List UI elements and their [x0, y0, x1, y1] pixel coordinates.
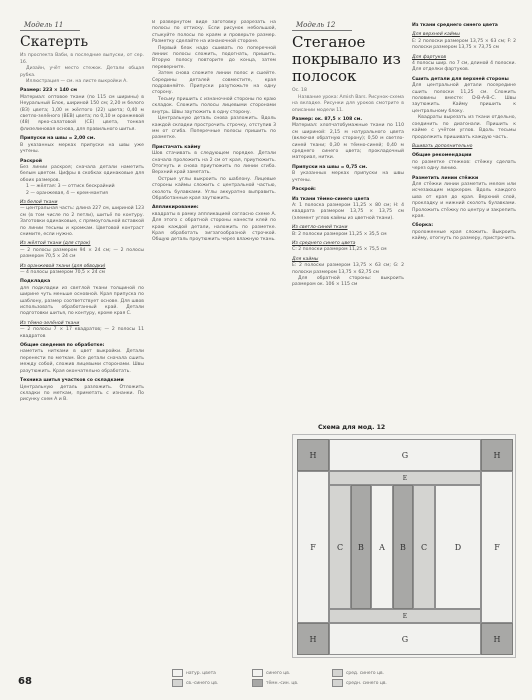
border-right: F [481, 471, 513, 623]
paragraph: Первый блок надо сшивать по поперечной линии: полосы сложить, подогнать, пришить. Вторую полосу повторите до конца, затем переверните. [152, 45, 276, 70]
dark-text: A: 1 полоска размером 11,25 × 80 см; H: 4 квадрата размером 13,75 × 13,75 см (элемент углов каймы из цветной ткани). [292, 202, 404, 221]
summary-heading: Общие сведения по обработке: [20, 343, 105, 349]
corners-text: Квадраты вырезать из ткани отдельно, соединить по диагонали. Пришить к кайме с учётом углов. Вдоль тесьмы продолжить пришивать каждую часть. [412, 115, 516, 140]
page-title-2: Стеганое покрывало из полосок [292, 33, 401, 86]
strip: B [351, 485, 371, 609]
strip: C [329, 485, 351, 609]
swatch [332, 669, 343, 677]
seam-heading: Пристачать кайму [152, 144, 201, 150]
seam-text-2: Острые углы выкроить по шаблону. Лицевые стороны каймы сложить с центральной частью, сколоть булавками. Углы аккуратно выправить. Обработанные края заутюжить. [152, 176, 276, 201]
swatch [332, 679, 343, 687]
legend-item [332, 679, 387, 687]
flaps-heading: Для фартуков [412, 54, 447, 60]
final-heading: Сборка: [412, 223, 434, 229]
applique-text: квадраты в рамку аппликацией согласно схеме A. Для этого с обратной стороны нанести клей по краю каждой детали, наложить по разметке. Края обработать зигзагообразной строчкой. Общую деталь проутюжить через влажную ткань. [152, 211, 276, 243]
yellow-text: — 2 полосы размером 94 × 24 см; — 2 полосы размером 70,5 × 24 см [20, 247, 144, 260]
swatch [252, 679, 263, 687]
mark-text: Для стёжки линии разметить мелом или исчезающим маркером. Вдоль каждого шва от края до края. Верхний слой, прокладку и нижний сколоть булавками. Проложить стёжку по центру и закрепить края. [412, 181, 516, 219]
allowance-text: В указанных мерках припуски на швы учтены. [292, 171, 404, 183]
legend-label: синего цв. [266, 670, 291, 676]
design-text: Название урока: Amish Bars. Рисунок-схема на вкладке. Рисунки для уроков смотрите в описании модели 11. [292, 94, 404, 113]
common-text: по разметке стежков: стёжку сделать через одну линию. [412, 159, 516, 172]
material-text: Материал: оптовое ткани (по 115 см ширины) в Неуральный Блок, шириной 150 см; 2,20 м белого (ВЗ) цвета; 1,00 м жёлтого (22) цвета; 0,40 м светло-зелёного (ВЕВ) цвета; по 0,10 м оранжевой (48) ярко-салатовой (СЕ) цвета, тонкая флизелиновая основа, для правильного шитья. [20, 94, 144, 132]
corner-block-tr: H [481, 439, 513, 471]
corner-block-bl: H [297, 623, 329, 655]
legend-label: сред. синего цв. [346, 670, 384, 676]
sew-text: Для центральной детали посередине сшить полоски 11,25 см. Сложить половины вместе: D-B-A-B-C. Швы заутюжить. Кайму пришить к центральному блоку. [412, 83, 516, 114]
lining-heading: Подкладка [20, 279, 51, 285]
mid-text: C: 2 полоски размером 11,25 × 75,5 см [292, 247, 387, 253]
final-text: проложенные края сложить. Выкроить кайму, отогнуть по размеру, пристрочить. [412, 229, 516, 242]
technique-text: Центральную деталь разложить. Отложить складки по меткам, приметать с изнанки. По рисунку схем A и B. [20, 384, 144, 403]
scheme-title: Схема для мод. 12 [318, 424, 386, 431]
technique-heading: Техника шитья участков со складками [20, 378, 124, 384]
yellow-heading: Из жёлтой ткани (для строк) [20, 241, 91, 247]
divider [292, 30, 352, 31]
page-number: 68 [18, 676, 32, 687]
column-middle [152, 20, 276, 660]
border-top: G [329, 439, 481, 471]
green-heading: Из тёмно-зелёной ткани [20, 320, 80, 326]
orange-heading: Из оранжевой ткани (для обводки) [20, 263, 106, 269]
allowance-heading: Припуски на швы = 0,75 см. [292, 164, 368, 170]
swatch [252, 669, 263, 677]
flaps-text: 4 полосы шир. по 7 см, длиной 4 полоски. Для отделки фартуков. [412, 61, 516, 73]
mid-heading: Из среднего синего цвета [292, 240, 356, 246]
corner-block-tl: H [297, 439, 329, 471]
mark-heading: Разметить линии стёжки [412, 175, 479, 181]
sew-heading: Сшить детали для верхней стороны [412, 76, 509, 82]
light-heading: Из светло-синей ткани [292, 225, 348, 231]
allowance-heading: Припуски на швы = 2,00 см. [20, 136, 96, 142]
intro-line: Дизайн, учёт место стежок. Детали общая рубка. [20, 66, 144, 78]
summary-text: наметить нитками в цвет выкройки. Детали перенести по меткам. Все детали сначала сшить между собой, сложив лицевыми сторонами. Швы разутюжить. Края окончательно обработать. [20, 349, 144, 374]
legend-label: св.-синего цв. [186, 680, 219, 686]
ext-heading: Для каймы [292, 256, 319, 262]
strip: A [371, 485, 393, 609]
inner-border-bottom: E [329, 609, 481, 623]
back-text: Для обратной стороны: выкроить размером ок. 106 × 115 см [292, 275, 404, 288]
paragraph: Центральную деталь снова разложить. Вдоль каждой складки прострочить строчку, отступив 3 мм от сгиба. Поперечные полосы пришить по разметке. [152, 116, 276, 141]
strip: C [413, 485, 435, 609]
divider [20, 30, 80, 31]
border-left: F [297, 471, 329, 623]
swatch [172, 679, 183, 687]
scheme-legend [172, 669, 497, 691]
material-text: Материал: хлопчатобумажные ткани по 110 см шириной: 2,15 м натурального цвета (включая обратную сторону); 0,50 м светло-синей ткани; 0,30 м тёмно-синей; 0,40 м среднего синего цвета; прокладочный материал, нитки. [292, 123, 404, 161]
paragraph: Тесьму пришить с изнаночной стороны по краю складок. Сложить полосы лицевыми сторонами внутрь. Швы заутюжить в одну сторону. [152, 96, 276, 115]
legend-label: тёмн.-син. цв. [266, 680, 299, 686]
cut-list-item: 1 — жёлтая: 3 — оттиск бескрайний [26, 184, 115, 190]
legend-item [172, 679, 218, 687]
lining-text: для подкладки из светлой ткани толщиной по ширине чуть меньше основной. Края припуска по шаблону, размер соответствует основе. Для швов использовать обработанный край. Детали подготовки шитья, по контуру, кроме края C. [20, 285, 144, 317]
dim-heading: Вшивать дополнительно [412, 143, 473, 149]
legend-item [252, 669, 290, 677]
column-left [20, 20, 144, 660]
legend-item [172, 669, 216, 677]
column-right [292, 20, 404, 440]
fabric-heading: Из ткани среднего синего цвета [412, 23, 498, 28]
quilt-scheme [292, 434, 516, 658]
kayma-heading: Для верхней каймы [412, 32, 460, 38]
kayma-text: E: 2 полоски размером 13,75 × 63 см; F: 2 полоски размером 13,75 × 73,75 см [412, 38, 516, 51]
applique-heading: Аппликирование: [152, 205, 199, 211]
cut-heading: Раскрой: [292, 187, 316, 193]
green-text: — 2 полосы 7 × 17 квадратов; — 2 полосы 11 квадратов [20, 327, 144, 339]
seam-text: Шов стачивать в следующем порядке. Детали сначала проложить на 2 см от края, приутюжить. Отогнуть и снова приутюжить по линии сгиба. Верхний край заметать. [152, 151, 276, 176]
strip: B [393, 485, 413, 609]
allowance-text: В указанных мерках припуски на швы уже учтены. [20, 142, 144, 155]
corner-block-br: H [481, 623, 513, 655]
dark-heading: Из ткани тёмно-синего цвета [292, 196, 370, 202]
white-heading: Из белой ткани [20, 199, 58, 205]
legend-label: натур. цвета [186, 670, 216, 676]
size-text: Размер: ок. 87,5 × 108 см. [292, 117, 363, 123]
intro-line: Из проспекта Ваби, в последние выпуски, от сер. 16. [20, 53, 144, 65]
model-label: Модель 11 [24, 21, 64, 29]
cut-heading: Раскрой [20, 158, 42, 164]
source-text: Ос. 18 [292, 88, 307, 94]
inner-border-top: E [329, 471, 481, 485]
legend-item [332, 669, 384, 677]
white-text: — центральная часть: длина 227 см, шириной 123 см (в том числе по 2 петли), шитьё по контуру. Заготовки одинаковые, с прямоугольной вставкой по линии тесьмы и кромкам. Цветовой контраст снимите, если нужно. [20, 206, 144, 237]
border-bottom: G [329, 623, 481, 655]
light-text: B: 2 полоски размером 11,25 × 35,5 см [292, 231, 387, 237]
column-far-right [412, 20, 516, 440]
size-text: Размер: 223 × 140 см [20, 88, 78, 94]
paragraph: Затем снова сложите линии полос и сшейте. Середины деталей совместите, края подравняйте. Припуски разутюжьте на одну сторону. [152, 71, 276, 96]
intro-line: Иллюстрация — см. на листе выкройки A. [26, 79, 128, 85]
legend-item [252, 679, 298, 687]
swatch [172, 669, 183, 677]
cut-text: Без линии раскроя; сначала детали наметить белым цветом. Цифры в скобках одинаковые для обоих размеров. [20, 164, 144, 183]
common-heading: Общие рекомендации [412, 153, 472, 159]
ext-text: E: 2 полоски размером 13,75 × 63 см; G: 2 полоски размером 13,75 × 62,75 см [292, 263, 404, 275]
strip: D [435, 485, 481, 609]
cut-list-item: 2 — оранжевая, 4 — крем-мантия [26, 190, 108, 196]
paragraph: В развернутом виде заготовку разрезать на полосы по оттиску. Если рисунок небольшой, стыкуйте полосы по краям и проверьте размер. Разметку сделайте на изнаночной стороне. [152, 20, 276, 45]
orange-text: — 4 полосы размером 70,5 × 24 см [20, 270, 106, 275]
legend-label: средн. синего цв. [346, 680, 387, 686]
page-title: Скатерть [20, 34, 89, 51]
model-label: Модель 12 [296, 21, 336, 29]
